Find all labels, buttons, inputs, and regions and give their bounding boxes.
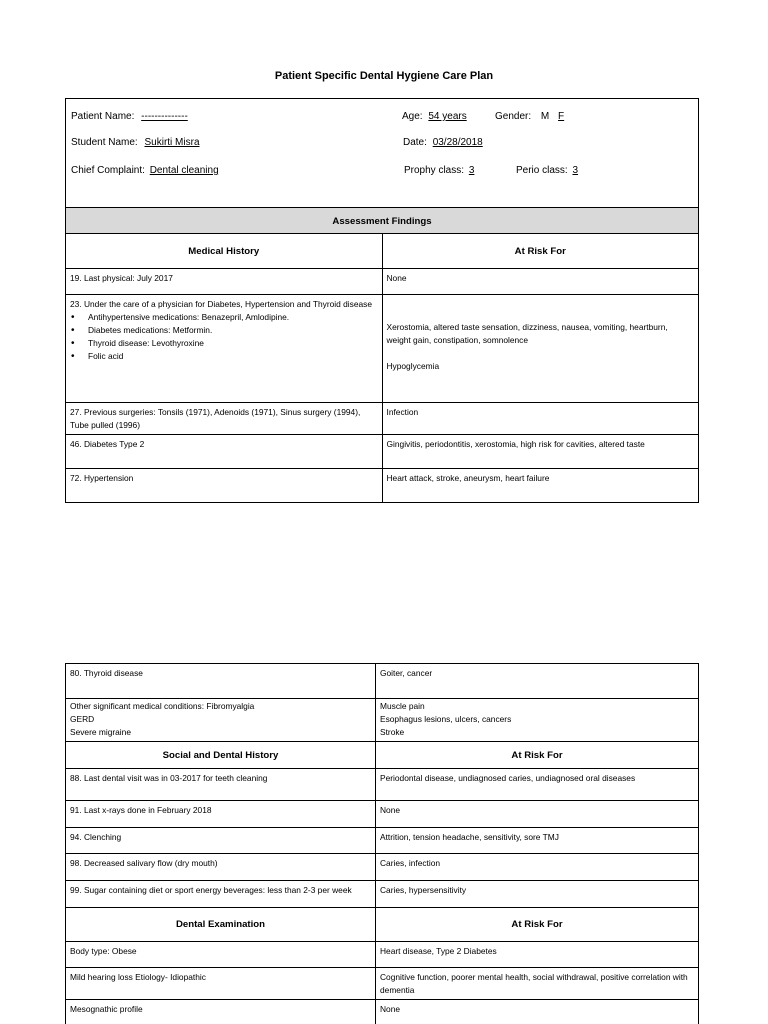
document-title: Patient Specific Dental Hygiene Care Plan — [274, 70, 494, 82]
risk-cell: None — [376, 801, 699, 828]
age-row — [402, 111, 467, 122]
list-item: • Antihypertensive medications: Benazepril, Amlodipine. — [70, 311, 378, 324]
social-dental-history-header: Social and Dental History — [66, 742, 376, 769]
continued-table — [65, 663, 699, 1024]
prophy-class-value: 3 — [468, 165, 475, 176]
chief-complaint-row — [71, 165, 219, 176]
table-row — [66, 801, 699, 828]
medical-history-cell — [66, 699, 376, 742]
risk-line: Esophagus lesions, ulcers, cancers — [380, 714, 512, 724]
date-value: 03/28/2018 — [432, 137, 483, 148]
risk-cell: Gingivitis, periodontitis, xerostomia, high risk for cavities, altered taste — [382, 435, 699, 469]
table-row — [66, 664, 699, 699]
social-history-cell: 99. Sugar containing diet or sport energy beverages: less than 2-3 per week — [66, 881, 376, 908]
student-name-value: Sukirti Misra — [144, 137, 200, 148]
perio-class-row — [516, 165, 578, 176]
gender-row — [495, 111, 564, 122]
assessment-table — [65, 207, 699, 503]
medical-history-cell — [66, 295, 383, 403]
student-name-row — [71, 137, 200, 148]
table-row — [66, 269, 699, 295]
patient-name-row — [71, 111, 188, 122]
list-item: • Thyroid disease: Levothyroxine — [70, 337, 378, 350]
social-history-cell: 94. Clenching — [66, 828, 376, 854]
table-row — [66, 699, 699, 742]
risk-cell: Cognitive function, poorer mental health, social withdrawal, positive correlation with dementia — [376, 968, 699, 1000]
gender-label: Gender: — [495, 111, 532, 122]
social-history-cell: 91. Last x-rays done in February 2018 — [66, 801, 376, 828]
age-value: 54 years — [428, 111, 467, 122]
prophy-class-label: Prophy class: — [404, 165, 465, 176]
risk-cell: None — [376, 1000, 699, 1024]
list-item: • Diabetes medications: Metformin. — [70, 324, 378, 337]
exam-cell: Body type: Obese — [66, 942, 376, 968]
assessment-findings-band: Assessment Findings — [66, 208, 699, 234]
patient-info-box — [65, 98, 699, 208]
condition-line: Severe migraine — [70, 727, 131, 737]
medications-list — [70, 311, 378, 363]
risk-cell: Goiter, cancer — [376, 664, 699, 699]
perio-class-value: 3 — [572, 165, 579, 176]
risk-text: Xerostomia, altered taste sensation, dizziness, nausea, vomiting, heartburn, weight gain, constipation, somnolence — [386, 322, 668, 345]
risk-line: Stroke — [380, 727, 405, 737]
social-history-cell: 98. Decreased salivary flow (dry mouth) — [66, 854, 376, 881]
at-risk-header: At Risk For — [376, 742, 699, 769]
risk-line: Muscle pain — [380, 701, 425, 711]
medical-history-cell: 19. Last physical: July 2017 — [66, 269, 383, 295]
table-row — [66, 942, 699, 968]
risk-cell: Heart attack, stroke, aneurysm, heart failure — [382, 469, 699, 503]
risk-cell: Periodontal disease, undiagnosed caries, undiagnosed oral diseases — [376, 769, 699, 801]
medical-history-cell: 72. Hypertension — [66, 469, 383, 503]
date-row — [403, 137, 483, 148]
patient-name-label: Patient Name: — [71, 111, 135, 122]
risk-cell: Attrition, tension headache, sensitivity, sore TMJ — [376, 828, 699, 854]
risk-text: Hypoglycemia — [386, 361, 440, 371]
risk-cell: Infection — [382, 403, 699, 435]
at-risk-header: At Risk For — [376, 908, 699, 942]
medical-history-cell: 27. Previous surgeries: Tonsils (1971), Adenoids (1971), Sinus surgery (1994), Tube pulled (1996) — [66, 403, 383, 435]
table-row — [66, 1000, 699, 1024]
condition-line: Other significant medical conditions: Fibromyalgia — [70, 701, 255, 711]
table-row — [66, 828, 699, 854]
perio-class-label: Perio class: — [516, 165, 568, 176]
medications-intro: 23. Under the care of a physician for Diabetes, Hypertension and Thyroid disease — [70, 299, 372, 309]
risk-cell: Caries, infection — [376, 854, 699, 881]
risk-cell: Heart disease, Type 2 Diabetes — [376, 942, 699, 968]
table-row — [66, 403, 699, 435]
medical-history-header: Medical History — [66, 234, 383, 269]
medical-history-cell: 46. Diabetes Type 2 — [66, 435, 383, 469]
at-risk-header: At Risk For — [382, 234, 699, 269]
risk-cell: Caries, hypersensitivity — [376, 881, 699, 908]
date-label: Date: — [403, 137, 427, 148]
risk-cell — [376, 699, 699, 742]
prophy-class-row — [404, 165, 474, 176]
exam-cell: Mesognathic profile — [66, 1000, 376, 1024]
table-row — [66, 854, 699, 881]
table-row — [66, 435, 699, 469]
student-name-label: Student Name: — [71, 137, 138, 148]
social-history-cell: 88. Last dental visit was in 03-2017 for teeth cleaning — [66, 769, 376, 801]
table-row — [66, 968, 699, 1000]
risk-cell: None — [382, 269, 699, 295]
table-row — [66, 769, 699, 801]
chief-complaint-label: Chief Complaint: — [71, 165, 145, 176]
gender-m: M — [540, 111, 550, 122]
chief-complaint-value: Dental cleaning — [149, 165, 219, 176]
list-item: • Folic acid — [70, 350, 378, 363]
exam-cell: Mild hearing loss Etiology- Idiopathic — [66, 968, 376, 1000]
gender-f: F — [558, 111, 565, 122]
dental-examination-header: Dental Examination — [66, 908, 376, 942]
risk-cell — [382, 295, 699, 403]
table-row — [66, 295, 699, 403]
table-row — [66, 881, 699, 908]
table-row — [66, 469, 699, 503]
medical-history-cell: 80. Thyroid disease — [66, 664, 376, 699]
patient-name-value: -------------- — [141, 111, 188, 122]
condition-line: GERD — [70, 714, 95, 724]
age-label: Age: — [402, 111, 423, 122]
